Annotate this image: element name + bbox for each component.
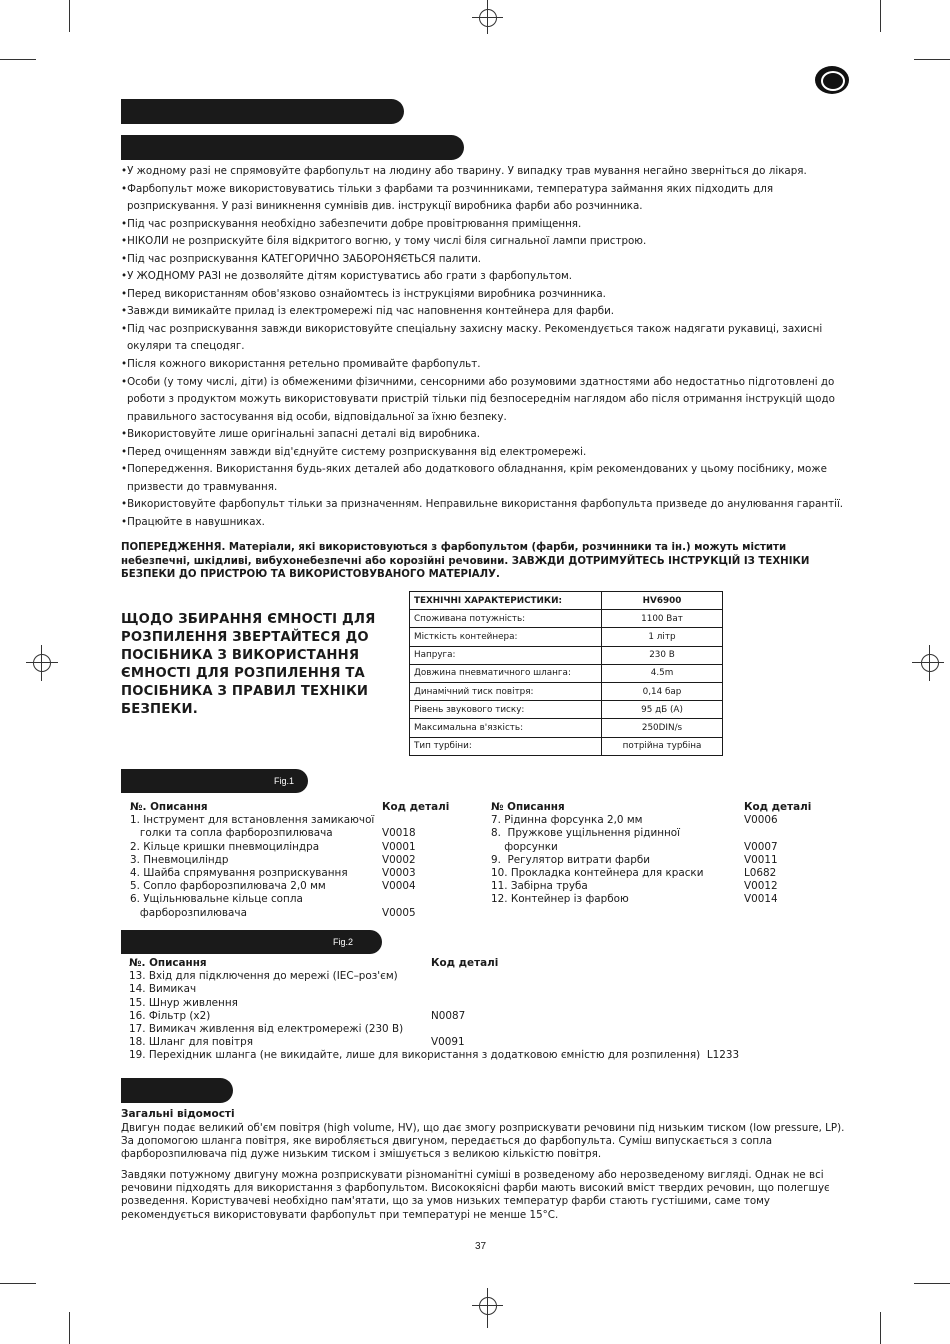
spec-value: 95 дБ (A)	[602, 701, 723, 719]
part-description: фарборозпилювача	[130, 906, 247, 919]
crop-mark	[0, 1283, 36, 1284]
bullet-item: •Під час розприскування необхідно забезпечити добре провітрювання приміщення.	[121, 217, 582, 230]
crop-mark	[914, 59, 950, 60]
safety-bullet-list	[121, 163, 856, 531]
parts-row	[491, 880, 821, 893]
part-code: V0007	[744, 840, 778, 853]
part-description: 17. Вимикач живлення від електромережі (230 В)	[129, 1022, 404, 1035]
parts-header-code: Код деталі	[744, 801, 812, 813]
bullet-item: •Після кожного використання ретельно промивайте фарбопульт.	[121, 358, 481, 371]
spec-row	[410, 628, 723, 646]
registration-mark	[479, 9, 497, 27]
parts-row: 19. Перехідник шланга (не викидайте, лише для використання з додатковою ємністю для розпилення) L1233	[129, 1049, 740, 1062]
part-description: 2. Кільце кришки пневмоциліндра	[130, 840, 320, 853]
fig1-label: Fig.1	[274, 776, 295, 786]
part-description: 3. Пневмоциліндр	[130, 853, 229, 866]
parts-row	[491, 814, 821, 827]
bullet-item: •У ЖОДНОМУ РАЗІ не дозволяйте дітям користуватись або грати з фарбопультом.	[121, 270, 573, 283]
parts-row	[129, 1036, 849, 1049]
fig2-parts	[129, 957, 849, 1063]
part-code: L0682	[744, 866, 777, 879]
parts-row	[491, 827, 821, 840]
part-description: 15. Шнур живлення	[129, 996, 238, 1009]
part-description: 6. Ущільнювальне кільце сопла	[130, 893, 303, 906]
parts-header-code: Код деталі	[382, 801, 450, 813]
parts-header-description: № Описання	[491, 801, 565, 813]
part-description: 5. Сопло фарборозпилювача 2,0 мм	[130, 880, 326, 893]
part-description: 1. Інструмент для встановлення замикаючої	[130, 814, 375, 827]
spec-value: 230 В	[602, 646, 723, 664]
general-title: Загальні відомості	[121, 1108, 235, 1120]
crop-mark	[69, 0, 70, 32]
part-description: форсунки	[491, 840, 558, 853]
bullet-item: •Особи (у тому числі, діти) із обмеженими фізичними, сенсорними або розумовими здатностями або недостатньо підготовлені до	[121, 375, 835, 388]
spec-label: Місткість контейнера:	[410, 628, 602, 646]
bullet-item: •Перед очищенням завжди від'єднуйте систему розприскування від електромережі.	[121, 445, 587, 458]
parts-row	[130, 854, 460, 867]
spec-row	[410, 719, 723, 737]
parts-row	[129, 997, 849, 1010]
parts-row	[491, 867, 821, 880]
general-paragraph-1: Двигун подає великий об'єм повітря (high volume, HV), що дає змогу розприскувати речовини під низьким тиском (low pressure, LP). За допомогою шланга повітря, яке виробляється двигуном, передається до фарбопульта. Суміш випускається з сопла фарборозпилювача під дуже низьким тиском і змішується з великою кількістю повітря.	[121, 1122, 845, 1161]
bullet-item: •Під час розприскування КАТЕГОРИЧНО ЗАБОРОНЯЄТЬСЯ палити.	[121, 252, 482, 265]
bullet-item-continuation: правильного застосування від особи, відповідальної за їхню безпеку.	[127, 410, 507, 423]
part-description: 9. Регулятор витрати фарби	[491, 853, 650, 866]
registration-mark	[921, 654, 939, 672]
crop-mark	[0, 59, 36, 60]
spec-label: Рівень звукового тиску:	[410, 701, 602, 719]
general-paragraph-2: Завдяки потужному двигуну можна розприскувати різноманітні суміші в розведеному або нерозведеному вигляді. Однак не всі речовини підходять для використання з фарбопультом. Висококяісні фарби мають високий вміст твердих речовин, що полегшує розведення. Користувачеві необхідно пам'ятати, що за умов низьких температур фарби стають густішими, саме тому рекомендується використовувати фарбопульт при температурі не менше 15°C.	[121, 1169, 830, 1221]
part-description: 4. Шайба спрямування розприскування	[130, 866, 348, 879]
spec-value: 1 літр	[602, 628, 723, 646]
part-description: 10. Прокладка контейнера для краски	[491, 866, 704, 879]
parts-row	[491, 893, 821, 906]
fig1-parts-left	[130, 801, 460, 920]
spec-row	[410, 737, 723, 755]
part-description: 16. Фільтр (x2)	[129, 1009, 211, 1022]
parts-header-description: №. Описання	[129, 957, 207, 969]
spec-label: Тип турбіни:	[410, 737, 602, 755]
registration-mark	[479, 1297, 497, 1315]
assembly-notice: ЩОДО ЗБИРАННЯ ЄМНОСТІ ДЛЯ РОЗПИЛЕННЯ ЗВЕРТАЙТЕСЯ ДО ПОСІБНИКА З ВИКОРИСТАННЯ ЄМНОСТІ ДЛЯ РОЗПИЛЕННЯ ТА ПОСІБНИКА З ПРАВИЛ ТЕХНІКИ БЕЗПЕКИ.	[121, 612, 376, 717]
part-description: голки та сопла фарборозпилювача	[130, 827, 333, 840]
section-header-bar	[121, 135, 464, 160]
part-description: 8. Пружкове ущільнення рідинної	[491, 827, 681, 840]
part-code: V0004	[382, 880, 416, 893]
bullet-item-continuation: призвести до травмування.	[127, 480, 278, 493]
parts-row	[129, 983, 849, 996]
parts-row	[491, 854, 821, 867]
parts-row	[130, 867, 460, 880]
parts-row	[130, 893, 460, 906]
fig2-label: Fig.2	[333, 937, 354, 947]
section-header-bar	[121, 99, 404, 124]
part-description: 14. Вимикач	[129, 983, 197, 996]
part-description: 18. Шланг для повітря	[129, 1036, 253, 1049]
part-code: N0087	[431, 1009, 466, 1022]
spec-label: Максимальна в'язкість:	[410, 719, 602, 737]
parts-row	[129, 1010, 849, 1023]
part-code: V0091	[431, 1036, 465, 1049]
bullet-item: •Фарбопульт може використовуватись тільки з фарбами та розчинниками, температура займання яких підходить для	[121, 182, 774, 195]
part-code: V0001	[382, 840, 416, 853]
bullet-item: •Перед використанням обов'язково ознайомтесь із інструкціями виробника розчинника.	[121, 287, 606, 300]
registration-mark	[33, 654, 51, 672]
spec-value: 1100 Ват	[602, 610, 723, 628]
parts-header-code: Код деталі	[431, 957, 499, 969]
parts-row	[129, 970, 849, 983]
spec-label: Динамічний тиск повітря:	[410, 682, 602, 700]
general-section-bar	[121, 1078, 233, 1103]
parts-row	[130, 841, 460, 854]
spec-value: 0,14 бар	[602, 682, 723, 700]
parts-row	[130, 827, 460, 840]
parts-row	[130, 814, 460, 827]
spec-value: 4.5m	[602, 664, 723, 682]
spec-label: Споживана потужність:	[410, 610, 602, 628]
crop-mark	[914, 1283, 950, 1284]
part-code: V0005	[382, 906, 416, 919]
spec-row	[410, 610, 723, 628]
crop-mark	[69, 1312, 70, 1344]
bullet-item: •Завжди вимикайте прилад із електромережі під час наповнення контейнера для фарби.	[121, 305, 615, 318]
language-tab-inner	[821, 71, 845, 91]
bullet-item: •У жодному разі не спрямовуйте фарбопульт на людину або тварину. У випадку трав мування негайно зверніться до лікаря.	[121, 165, 807, 177]
bullet-item: •Працюйте в навушниках.	[121, 515, 265, 528]
warning-text: ПОПЕРЕДЖЕННЯ. Матеріали, які використовуються з фарбопультом (фарби, розчинники та ін.) можуть містити небезпечні, шкідливі, вибухонебезпечні або корозійні речовини. ЗАВЖДИ ДОТРИМУЙТЕСЬ ІНСТРУКЦІЙ ІЗ ТЕХНІКИ БЕЗПЕКИ ДО ПРИСТРОЮ ТА ВИКОРИСТОВУВАНОГО МАТЕРІАЛУ.	[121, 542, 810, 580]
bullet-item-continuation: окуляри та спецодяг.	[127, 340, 245, 353]
spec-value: 250DIN/s	[602, 719, 723, 737]
spec-table	[409, 591, 723, 756]
part-code: V0011	[744, 853, 778, 866]
parts-header-description: №. Описання	[130, 801, 208, 813]
part-code: V0014	[744, 893, 778, 906]
bullet-item: •Попередження. Використання будь-яких деталей або додаткового обладнання, крім рекомендованих у цьому посібнику, може	[121, 463, 827, 476]
spec-value: потрійна турбіна	[602, 737, 723, 755]
bullet-item: •НІКОЛИ не розприскуйте біля відкритого вогню, у тому числі біля сигнальної лампи пристрою.	[121, 235, 647, 248]
part-code: V0018	[382, 827, 416, 840]
spec-row	[410, 701, 723, 719]
spec-header-row	[410, 592, 723, 610]
crop-mark	[880, 1312, 881, 1344]
parts-header-row	[491, 801, 821, 814]
spec-row	[410, 646, 723, 664]
spec-row	[410, 682, 723, 700]
spec-header-label: ТЕХНІЧНІ ХАРАКТЕРИСТИКИ:	[410, 592, 602, 610]
part-code: V0002	[382, 853, 416, 866]
spec-header-model: HV6900	[602, 592, 723, 610]
bullet-item: •Використовуйте лише оригінальні запасні деталі від виробника.	[121, 428, 480, 441]
part-code: V0006	[744, 814, 778, 827]
spec-label: Довжина пневматичного шланга:	[410, 664, 602, 682]
parts-header-row	[130, 801, 460, 814]
part-description: 13. Вхід для підключення до мережі (IEC–роз'єм)	[129, 970, 398, 983]
part-code: V0012	[744, 880, 778, 893]
parts-row	[129, 1023, 849, 1036]
parts-header-row	[129, 957, 849, 970]
part-code: V0003	[382, 866, 416, 879]
part-description: 12. Контейнер із фарбою	[491, 893, 629, 906]
parts-row	[130, 907, 460, 920]
bullet-item: •Під час розприскування завжди використовуйте спеціальну захисну маску. Рекомендується також надягати рукавиці, захисні	[121, 322, 823, 335]
part-description: 11. Забірна труба	[491, 880, 588, 893]
part-description: 7. Рідинна форсунка 2,0 мм	[491, 814, 643, 827]
parts-row	[130, 880, 460, 893]
spec-row	[410, 664, 723, 682]
bullet-item: •Використовуйте фарбопульт тільки за призначенням. Неправильне використання фарбопульта призведе до анулювання гарантії.	[121, 498, 844, 511]
spec-label: Напруга:	[410, 646, 602, 664]
parts-row	[491, 841, 821, 854]
page-number: 37	[475, 1241, 487, 1252]
crop-mark	[880, 0, 881, 32]
bullet-item-continuation: розприскування. У разі виникнення сумнівів див. інструкції виробника фарби або розчинника.	[127, 200, 643, 213]
bullet-item-continuation: роботи з продуктом можуть використовувати пристрій тільки під безпосереднім наглядом або після отримання інструкцій щодо	[127, 393, 835, 406]
fig1-parts-right	[491, 801, 821, 907]
